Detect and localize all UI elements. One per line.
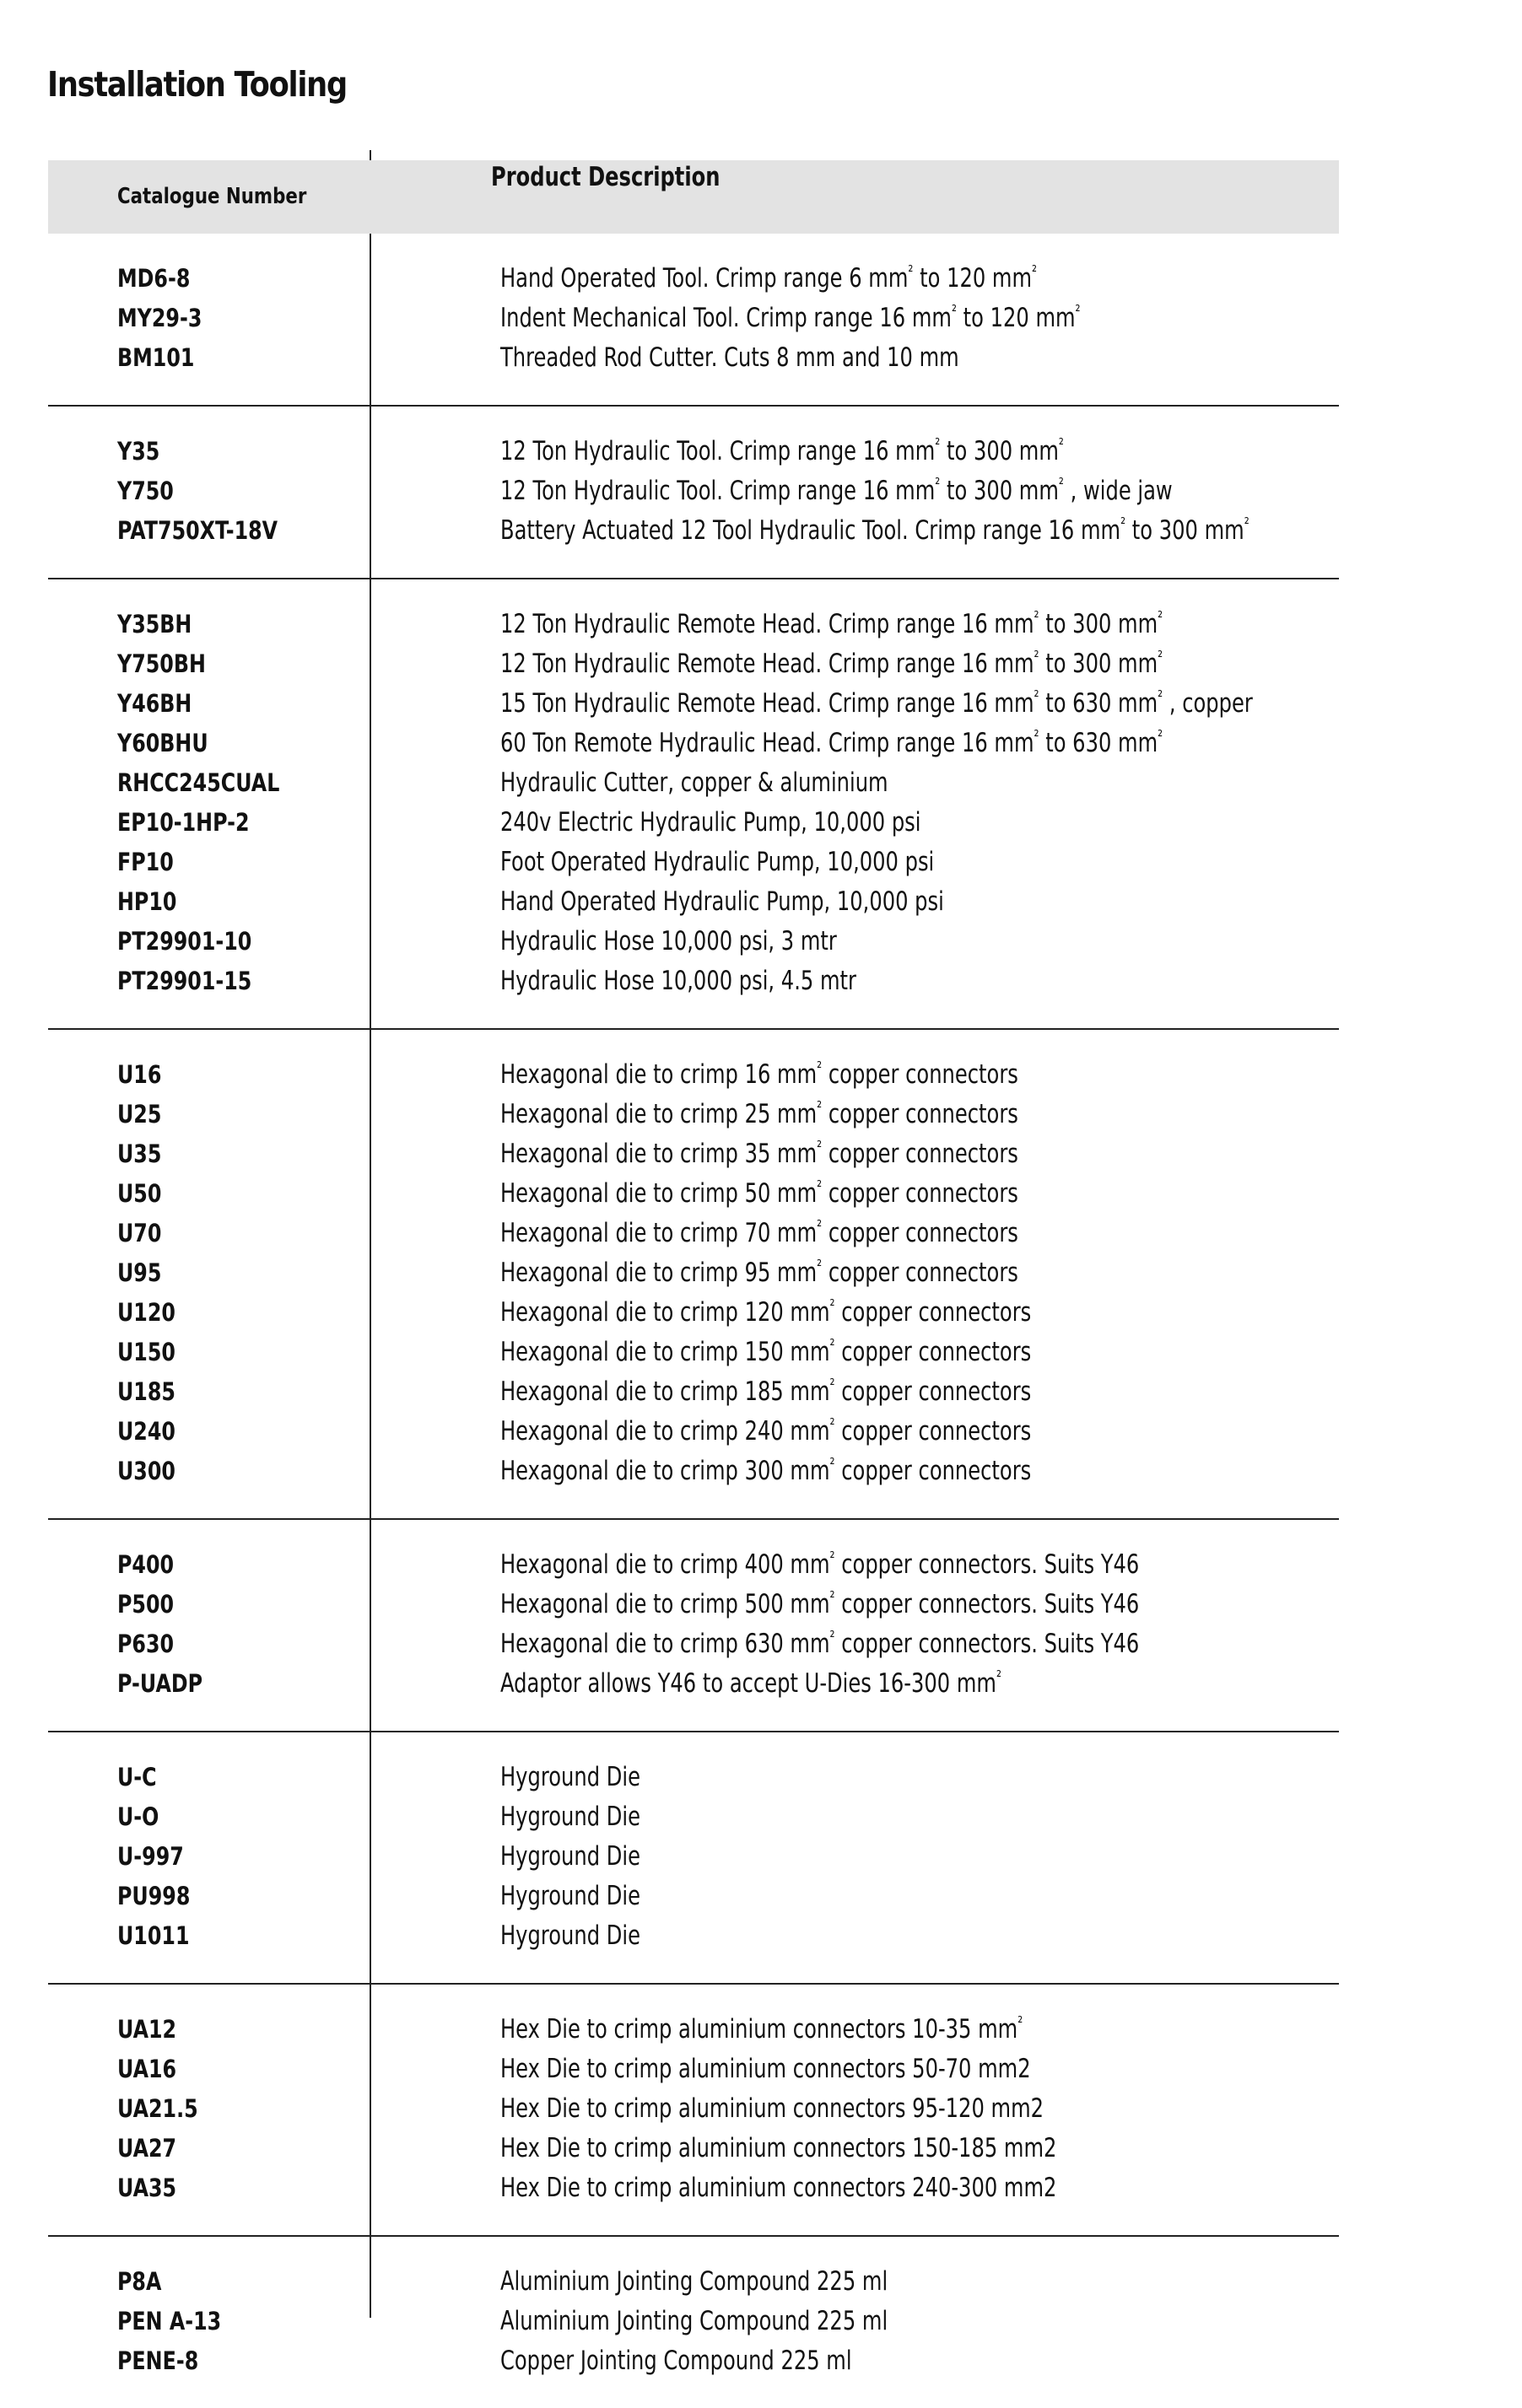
table-row — [48, 1760, 1339, 1800]
table-row — [48, 2052, 1339, 2092]
catalogue-number: UA35 — [117, 2174, 177, 2202]
table-row — [48, 1177, 1339, 1216]
catalogue-number: U50 — [117, 1179, 162, 1208]
table-row — [48, 1058, 1339, 1097]
table-row — [48, 1097, 1339, 1137]
product-description: Hyground Die — [500, 1841, 640, 1872]
product-description: 12 Ton Hydraulic Remote Head. Crimp range 16 $mm^{^2}$ to 300 $mm^{^2}$ — [500, 647, 1163, 679]
product-description: Hexagonal die to crimp 16 $mm^{^2}$ copper connectors — [500, 1058, 1018, 1090]
table-row — [48, 1548, 1339, 1587]
table-row — [48, 1137, 1339, 1177]
table-row — [48, 924, 1339, 964]
table-row — [48, 2344, 1339, 2384]
table-row — [48, 687, 1339, 726]
product-description: Hydraulic Hose 10,000 psi, 4.5 mtr — [500, 966, 856, 996]
table-row — [48, 647, 1339, 687]
product-group — [48, 234, 1339, 407]
catalogue-number: HP10 — [117, 887, 177, 916]
catalogue-number: EP10-1HP-2 — [117, 808, 250, 837]
catalogue-number: PEN A-13 — [117, 2307, 222, 2335]
product-description: Hexagonal die to crimp 95 $mm^{^2}$ copper connectors — [500, 1256, 1018, 1288]
table-row — [48, 2092, 1339, 2131]
table-row — [48, 1879, 1339, 1919]
product-description: 12 Ton Hydraulic Remote Head. Crimp range 16 $mm^{^2}$ to 300 $mm^{^2}$ — [500, 607, 1163, 639]
catalogue-number: U1011 — [117, 1921, 190, 1950]
product-description: Hyground Die — [500, 1920, 640, 1951]
table-row — [48, 1414, 1339, 1454]
catalogue-number: U16 — [117, 1060, 162, 1089]
catalogue-number: MD6-8 — [117, 264, 191, 293]
catalogue-number: BM101 — [117, 343, 195, 372]
product-description: Hyground Die — [500, 1762, 640, 1792]
catalogue-number: Y35 — [117, 437, 160, 466]
product-description-header: Product Description — [491, 162, 721, 192]
product-group — [48, 1985, 1339, 2237]
product-description: Hexagonal die to crimp 400 $mm^{^2}$ copper connectors. Suits Y46 — [500, 1548, 1140, 1580]
catalogue-number: P8A — [117, 2267, 162, 2296]
catalogue-number: UA21.5 — [117, 2094, 198, 2123]
catalogue-number: Y750 — [117, 477, 174, 505]
product-description: Hydraulic Hose 10,000 psi, 3 mtr — [500, 926, 837, 956]
table-row — [48, 2131, 1339, 2171]
table-row — [48, 1296, 1339, 1335]
catalogue-number: U70 — [117, 1219, 162, 1247]
product-description: Adaptor allows Y46 to accept U-Dies 16-300 $mm^{^2}$ — [500, 1667, 1001, 1699]
catalogue-number: UA27 — [117, 2134, 177, 2163]
table-row — [48, 1919, 1339, 1958]
catalogue-number: U300 — [117, 1457, 175, 1485]
product-description: Hand Operated Hydraulic Pump, 10,000 psi — [500, 886, 944, 917]
catalogue-number: PU998 — [117, 1882, 191, 1910]
table-row — [48, 1840, 1339, 1879]
product-group — [48, 1030, 1339, 1520]
catalogue-number: P400 — [117, 1550, 175, 1579]
product-group — [48, 2237, 1339, 2408]
product-description: Indent Mechanical Tool. Crimp range 16 $mm^{^2}$ to 120 $mm^{^2}$ — [500, 301, 1081, 333]
table-row — [48, 1216, 1339, 1256]
catalogue-number: UA12 — [117, 2015, 177, 2044]
product-description: Hyground Die — [500, 1802, 640, 1832]
table-row — [48, 514, 1339, 553]
table-row — [48, 341, 1339, 380]
product-description: Threaded Rod Cutter. Cuts 8 mm and 10 mm — [500, 342, 959, 373]
table-row — [48, 1454, 1339, 1494]
product-description: 12 Ton Hydraulic Tool. Crimp range 16 $mm^{^2}$ to 300 $mm^{^2}$ — [500, 434, 1064, 466]
table-row — [48, 885, 1339, 924]
table-row — [48, 766, 1339, 805]
product-description: 240v Electric Hydraulic Pump, 10,000 psi — [500, 807, 921, 838]
table-row — [48, 607, 1339, 647]
catalogue-number: U25 — [117, 1100, 162, 1129]
table-row — [48, 1256, 1339, 1296]
product-description: Hexagonal die to crimp 150 $mm^{^2}$ copper connectors — [500, 1335, 1032, 1367]
table-row — [48, 964, 1339, 1004]
table-row — [48, 805, 1339, 845]
product-group — [48, 579, 1339, 1030]
product-description: Hyground Die — [500, 1881, 640, 1911]
table-row — [48, 1335, 1339, 1375]
product-description: Hex Die to crimp aluminium connectors 95-120 mm2 — [500, 2093, 1044, 2124]
catalogue-number: U-O — [117, 1802, 159, 1831]
catalogue-number: UA16 — [117, 2055, 177, 2083]
table-row — [48, 1800, 1339, 1840]
catalogue-number: U-C — [117, 1763, 157, 1791]
catalogue-number: U35 — [117, 1139, 162, 1168]
product-description: Hexagonal die to crimp 50 $mm^{^2}$ copper connectors — [500, 1177, 1018, 1209]
table-row — [48, 2265, 1339, 2304]
table-body — [48, 234, 1339, 2408]
catalogue-number: Y46BH — [117, 689, 192, 718]
product-description: Hexagonal die to crimp 120 $mm^{^2}$ copper connectors — [500, 1296, 1032, 1328]
table-row — [48, 301, 1339, 341]
catalogue-number: P500 — [117, 1590, 175, 1619]
table-row — [48, 2012, 1339, 2052]
catalogue-number: PT29901-15 — [117, 967, 252, 995]
table-row — [48, 1667, 1339, 1706]
product-description: Hexagonal die to crimp 35 $mm^{^2}$ copper connectors — [500, 1137, 1018, 1169]
table-row — [48, 1375, 1339, 1414]
catalogue-number: PENE-8 — [117, 2346, 199, 2375]
product-description: Hexagonal die to crimp 500 $mm^{^2}$ copper connectors. Suits Y46 — [500, 1587, 1140, 1619]
product-description: 12 Ton Hydraulic Tool. Crimp range 16 $mm^{^2}$ to 300 $mm^{^2}$ , wide jaw — [500, 474, 1173, 506]
table-row — [48, 726, 1339, 766]
catalogue-number: U150 — [117, 1338, 175, 1366]
product-description: Aluminium Jointing Compound 225 ml — [500, 2306, 888, 2336]
product-description: Hex Die to crimp aluminium connectors 10-35 $mm^{^2}$ — [500, 2012, 1023, 2044]
table-row — [48, 845, 1339, 885]
table-row — [48, 1587, 1339, 1627]
table-row — [48, 1627, 1339, 1667]
table-row — [48, 434, 1339, 474]
table-row — [48, 2171, 1339, 2211]
product-description: Hydraulic Cutter, copper & aluminium — [500, 768, 888, 798]
page-title: Installation Tooling — [47, 64, 347, 105]
product-description: Hex Die to crimp aluminium connectors 150-185 mm2 — [500, 2133, 1057, 2163]
product-description: Hand Operated Tool. Crimp range 6 $mm^{^2}$ to 120 $mm^{^2}$ — [500, 261, 1038, 294]
catalogue-number: P630 — [117, 1630, 175, 1658]
catalogue-number: PAT750XT-18V — [117, 516, 278, 545]
catalogue-number-header: Catalogue Number — [117, 184, 307, 209]
catalogue-number: U120 — [117, 1298, 175, 1327]
product-description: Hexagonal die to crimp 185 $mm^{^2}$ copper connectors — [500, 1375, 1032, 1407]
product-description: Foot Operated Hydraulic Pump, 10,000 psi — [500, 847, 935, 877]
product-group — [48, 1520, 1339, 1732]
product-description: 60 Ton Remote Hydraulic Head. Crimp range 16 $mm^{^2}$ to 630 $mm^{^2}$ — [500, 726, 1163, 758]
table-header — [48, 160, 1339, 234]
catalogue-number: RHCC245CUAL — [117, 768, 280, 797]
table-row — [48, 2304, 1339, 2344]
catalogue-number: PT29901-10 — [117, 927, 252, 956]
product-description: Hexagonal die to crimp 25 $mm^{^2}$ copper connectors — [500, 1097, 1018, 1129]
table-row — [48, 261, 1339, 301]
catalogue-number: P-UADP — [117, 1669, 203, 1698]
product-description: Hexagonal die to crimp 240 $mm^{^2}$ copper connectors — [500, 1414, 1032, 1446]
catalogue-number: U95 — [117, 1258, 162, 1287]
product-description: Copper Jointing Compound 225 ml — [500, 2346, 852, 2376]
product-description: Hexagonal die to crimp 300 $mm^{^2}$ copper connectors — [500, 1454, 1032, 1486]
product-description: Hex Die to crimp aluminium connectors 50-70 mm2 — [500, 2054, 1031, 2084]
table-row — [48, 474, 1339, 514]
product-description: Battery Actuated 12 Tool Hydraulic Tool. Crimp range 16 $mm^{^2}$ to 300 $mm^{^2}$ — [500, 514, 1249, 546]
catalogue-number: Y35BH — [117, 610, 192, 638]
catalogue-number: Y60BHU — [117, 729, 208, 757]
product-description: Hex Die to crimp aluminium connectors 240-300 mm2 — [500, 2173, 1057, 2203]
catalogue-number: Y750BH — [117, 649, 206, 678]
product-group — [48, 407, 1339, 579]
catalogue-number: U185 — [117, 1377, 175, 1406]
product-description: Aluminium Jointing Compound 225 ml — [500, 2266, 888, 2297]
catalogue-number: MY29-3 — [117, 304, 202, 332]
catalogue-number: FP10 — [117, 848, 174, 876]
catalogue-number: U240 — [117, 1417, 175, 1446]
tooling-table — [48, 160, 1339, 2408]
catalogue-number: U-997 — [117, 1842, 184, 1871]
product-description: Hexagonal die to crimp 630 $mm^{^2}$ copper connectors. Suits Y46 — [500, 1627, 1140, 1659]
product-description: 15 Ton Hydraulic Remote Head. Crimp range 16 $mm^{^2}$ to 630 $mm^{^2}$ , copper — [500, 687, 1253, 719]
product-description: Hexagonal die to crimp 70 $mm^{^2}$ copper connectors — [500, 1216, 1018, 1248]
product-group — [48, 1732, 1339, 1985]
